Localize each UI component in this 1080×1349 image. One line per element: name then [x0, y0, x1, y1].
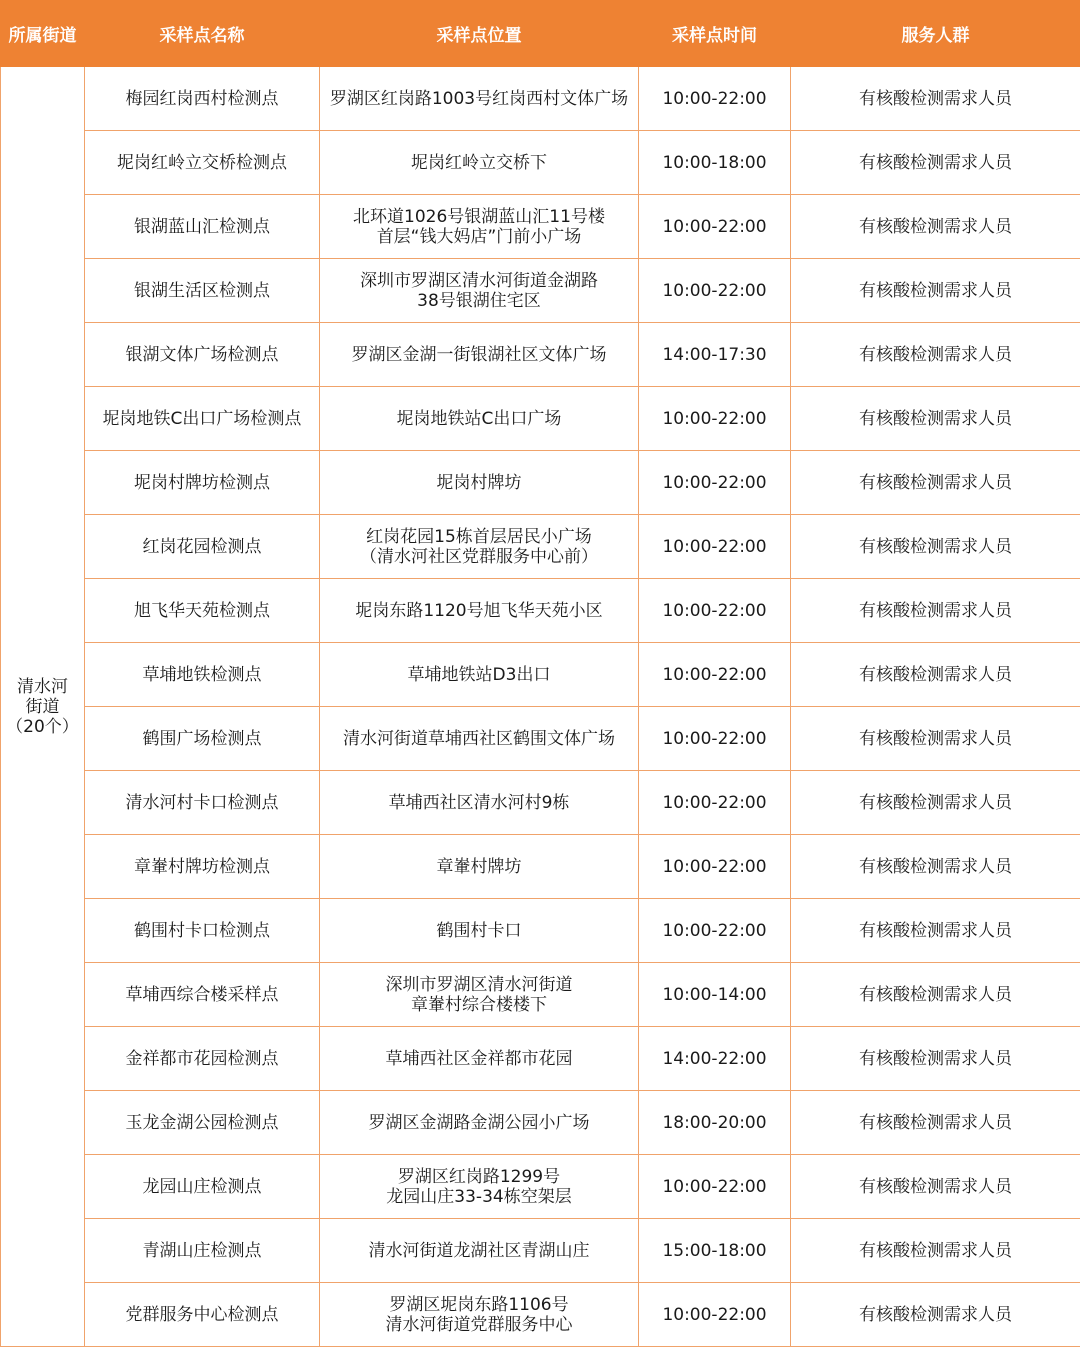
service-group-cell: 有核酸检测需求人员 [791, 259, 1080, 323]
site-name-cell: 银湖蓝山汇检测点 [85, 195, 320, 259]
service-group-cell: 有核酸检测需求人员 [791, 1219, 1080, 1283]
site-location-cell: 深圳市罗湖区清水河街道 章輋村综合楼楼下 [320, 963, 639, 1027]
site-location-cell: 清水河街道草埔西社区鹤围文体广场 [320, 707, 639, 771]
district-cell: 清水河 街道 （20个） [1, 67, 85, 1347]
table-row [1, 67, 1080, 131]
site-location-cell: 深圳市罗湖区清水河街道金湖路 38号银湖住宅区 [320, 259, 639, 323]
site-location-cell: 罗湖区金湖一街银湖社区文体广场 [320, 323, 639, 387]
site-location-cell: 鹤围村卡口 [320, 899, 639, 963]
site-location-cell: 草埔地铁站D3出口 [320, 643, 639, 707]
site-location-cell: 坭岗东路1120号旭飞华天苑小区 [320, 579, 639, 643]
site-location-cell: 章輋村牌坊 [320, 835, 639, 899]
site-name-cell: 鹤围广场检测点 [85, 707, 320, 771]
site-location-cell: 草埔西社区金祥都市花园 [320, 1027, 639, 1091]
site-time-cell: 15:00-18:00 [639, 1219, 791, 1283]
site-time-cell: 10:00-22:00 [639, 835, 791, 899]
site-time-cell: 14:00-17:30 [639, 323, 791, 387]
site-time-cell: 10:00-22:00 [639, 515, 791, 579]
service-group-cell: 有核酸检测需求人员 [791, 1155, 1080, 1219]
site-location-cell: 红岗花园15栋首层居民小广场 （清水河社区党群服务中心前） [320, 515, 639, 579]
site-name-cell: 红岗花园检测点 [85, 515, 320, 579]
table-row [1, 1155, 1080, 1219]
service-group-cell: 有核酸检测需求人员 [791, 1283, 1080, 1347]
site-time-cell: 10:00-14:00 [639, 963, 791, 1027]
table-row [1, 1219, 1080, 1283]
service-group-cell: 有核酸检测需求人员 [791, 451, 1080, 515]
site-name-cell: 章輋村牌坊检测点 [85, 835, 320, 899]
table-row [1, 963, 1080, 1027]
table-row [1, 259, 1080, 323]
site-name-cell: 青湖山庄检测点 [85, 1219, 320, 1283]
table-row [1, 835, 1080, 899]
table-row [1, 579, 1080, 643]
site-location-cell: 罗湖区红岗路1299号 龙园山庄33-34栋空架层 [320, 1155, 639, 1219]
site-location-cell: 清水河街道龙湖社区青湖山庄 [320, 1219, 639, 1283]
site-time-cell: 10:00-22:00 [639, 387, 791, 451]
site-time-cell: 10:00-22:00 [639, 707, 791, 771]
site-time-cell: 10:00-22:00 [639, 643, 791, 707]
service-group-cell: 有核酸检测需求人员 [791, 707, 1080, 771]
site-name-cell: 草埔西综合楼采样点 [85, 963, 320, 1027]
site-location-cell: 北环道1026号银湖蓝山汇11号楼 首层“钱大妈店”门前小广场 [320, 195, 639, 259]
site-name-cell: 坭岗村牌坊检测点 [85, 451, 320, 515]
service-group-cell: 有核酸检测需求人员 [791, 515, 1080, 579]
service-group-cell: 有核酸检测需求人员 [791, 579, 1080, 643]
table-row [1, 707, 1080, 771]
service-group-cell: 有核酸检测需求人员 [791, 67, 1080, 131]
site-time-cell: 10:00-22:00 [639, 771, 791, 835]
site-name-cell: 银湖文体广场检测点 [85, 323, 320, 387]
header-site-name: 采样点名称 [85, 1, 320, 67]
table-row [1, 771, 1080, 835]
table-row [1, 899, 1080, 963]
table-row [1, 1027, 1080, 1091]
site-location-cell: 草埔西社区清水河村9栋 [320, 771, 639, 835]
site-time-cell: 10:00-22:00 [639, 899, 791, 963]
header-row [1, 1, 1080, 67]
site-time-cell: 10:00-18:00 [639, 131, 791, 195]
service-group-cell: 有核酸检测需求人员 [791, 771, 1080, 835]
site-time-cell: 10:00-22:00 [639, 1155, 791, 1219]
site-time-cell: 10:00-22:00 [639, 579, 791, 643]
table-row [1, 323, 1080, 387]
site-location-cell: 罗湖区金湖路金湖公园小广场 [320, 1091, 639, 1155]
service-group-cell: 有核酸检测需求人员 [791, 1091, 1080, 1155]
site-location-cell: 罗湖区坭岗东路1106号 清水河街道党群服务中心 [320, 1283, 639, 1347]
service-group-cell: 有核酸检测需求人员 [791, 643, 1080, 707]
table-row [1, 387, 1080, 451]
site-name-cell: 坭岗地铁C出口广场检测点 [85, 387, 320, 451]
site-time-cell: 18:00-20:00 [639, 1091, 791, 1155]
site-location-cell: 坭岗村牌坊 [320, 451, 639, 515]
table-row [1, 515, 1080, 579]
table-row [1, 451, 1080, 515]
site-location-cell: 罗湖区红岗路1003号红岗西村文体广场 [320, 67, 639, 131]
service-group-cell: 有核酸检测需求人员 [791, 963, 1080, 1027]
site-name-cell: 清水河村卡口检测点 [85, 771, 320, 835]
site-name-cell: 旭飞华天苑检测点 [85, 579, 320, 643]
site-name-cell: 坭岗红岭立交桥检测点 [85, 131, 320, 195]
site-location-cell: 坭岗地铁站C出口广场 [320, 387, 639, 451]
service-group-cell: 有核酸检测需求人员 [791, 835, 1080, 899]
table-body [1, 67, 1080, 1347]
site-time-cell: 10:00-22:00 [639, 259, 791, 323]
service-group-cell: 有核酸检测需求人员 [791, 195, 1080, 259]
header-district: 所属街道 [1, 1, 85, 67]
service-group-cell: 有核酸检测需求人员 [791, 1027, 1080, 1091]
site-name-cell: 银湖生活区检测点 [85, 259, 320, 323]
site-time-cell: 10:00-22:00 [639, 451, 791, 515]
service-group-cell: 有核酸检测需求人员 [791, 323, 1080, 387]
table-row [1, 131, 1080, 195]
site-name-cell: 龙园山庄检测点 [85, 1155, 320, 1219]
service-group-cell: 有核酸检测需求人员 [791, 131, 1080, 195]
header-site-time: 采样点时间 [639, 1, 791, 67]
site-time-cell: 10:00-22:00 [639, 1283, 791, 1347]
site-location-cell: 坭岗红岭立交桥下 [320, 131, 639, 195]
site-name-cell: 党群服务中心检测点 [85, 1283, 320, 1347]
header-service-group: 服务人群 [791, 1, 1080, 67]
service-group-cell: 有核酸检测需求人员 [791, 387, 1080, 451]
site-name-cell: 金祥都市花园检测点 [85, 1027, 320, 1091]
site-time-cell: 10:00-22:00 [639, 195, 791, 259]
table-header [1, 1, 1080, 67]
header-site-location: 采样点位置 [320, 1, 639, 67]
table-row [1, 1283, 1080, 1347]
site-name-cell: 梅园红岗西村检测点 [85, 67, 320, 131]
table-row [1, 195, 1080, 259]
service-group-cell: 有核酸检测需求人员 [791, 899, 1080, 963]
site-name-cell: 草埔地铁检测点 [85, 643, 320, 707]
site-time-cell: 10:00-22:00 [639, 67, 791, 131]
site-name-cell: 玉龙金湖公园检测点 [85, 1091, 320, 1155]
table-row [1, 643, 1080, 707]
site-name-cell: 鹤围村卡口检测点 [85, 899, 320, 963]
table-row [1, 1091, 1080, 1155]
site-time-cell: 14:00-22:00 [639, 1027, 791, 1091]
